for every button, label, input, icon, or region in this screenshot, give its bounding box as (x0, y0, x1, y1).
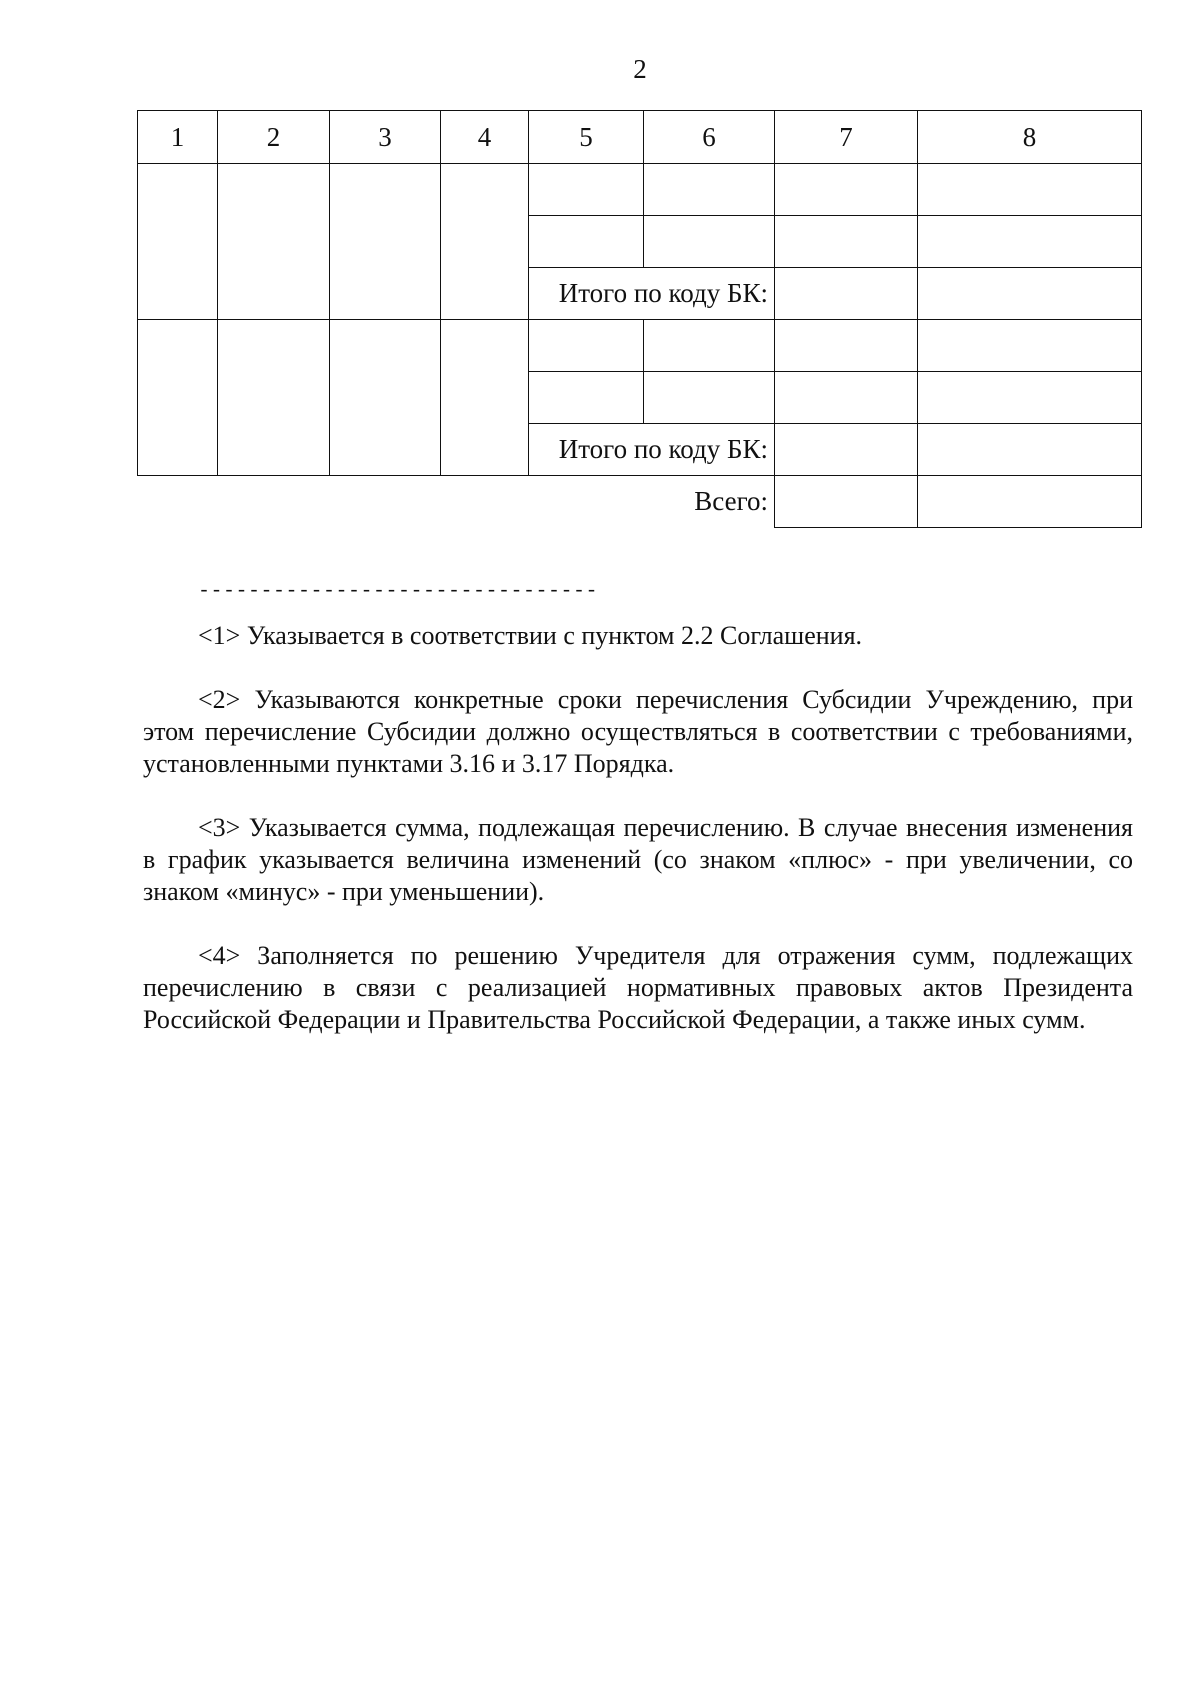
table-cell (775, 268, 918, 320)
table-row (138, 320, 1142, 372)
column-header: 3 (330, 111, 441, 164)
column-header: 4 (441, 111, 529, 164)
page-number: 2 (633, 54, 647, 84)
table-cell (918, 216, 1142, 268)
table-cell (918, 372, 1142, 424)
table-cell (775, 372, 918, 424)
column-header: 1 (138, 111, 218, 164)
table-cell (775, 476, 918, 528)
table-cell (918, 268, 1142, 320)
table-header-row (138, 111, 1142, 164)
table-cell (644, 164, 775, 216)
schedule-table (137, 110, 1142, 528)
table-cell (529, 164, 644, 216)
table-cell (138, 164, 218, 320)
footnote-separator: -------------------------------- (198, 580, 599, 603)
table-cell (529, 320, 644, 372)
column-header: 5 (529, 111, 644, 164)
footnote-4: <4> Заполняется по решению Учредителя для отражения сумм, подлежащих перечислению в связи с реализацией нормативных правовых актов Президента Российской Федерации и Правительства Российской Федерации, а также иных сумм. (143, 941, 1133, 1034)
column-header: 7 (775, 111, 918, 164)
footnote-1: <1> Указывается в соответствии с пунктом 2.2 Соглашения. (198, 621, 863, 650)
table-cell (644, 320, 775, 372)
table-cell (330, 320, 441, 476)
table-cell (529, 216, 644, 268)
total-label: Всего: (694, 486, 768, 517)
column-header: 6 (644, 111, 775, 164)
column-header: 8 (918, 111, 1142, 164)
total-row (138, 476, 1142, 528)
subtotal-label: Итого по коду БК: (529, 424, 775, 476)
table-cell (330, 164, 441, 320)
table-cell (138, 320, 218, 476)
table-cell (441, 164, 529, 320)
table-cell (775, 320, 918, 372)
table-row (138, 164, 1142, 216)
table-cell (644, 372, 775, 424)
subtotal-label: Итого по коду БК: (529, 268, 775, 320)
table-cell (918, 320, 1142, 372)
table-cell (441, 320, 529, 476)
table-cell (529, 372, 644, 424)
table-cell (775, 164, 918, 216)
footnote-2: <2> Указываются конкретные сроки перечисления Субсидии Учреждению, при этом перечисление Субсидии должно осуществляться в соответствии с требованиями, установленными пунктами 3.16 и 3.17 Порядка. (143, 685, 1133, 778)
table-cell (775, 424, 918, 476)
table-cell (918, 164, 1142, 216)
footnote-3: <3> Указывается сумма, подлежащая перечислению. В случае внесения изменения в график указывается величина изменений (со знаком «плюс» - при увеличении, со знаком «минус» - при уменьшении). (143, 813, 1133, 906)
table-cell (218, 320, 330, 476)
table-cell (918, 476, 1142, 528)
table-cell (775, 216, 918, 268)
table-cell (918, 424, 1142, 476)
footnotes (143, 620, 1133, 1036)
table-cell (218, 164, 330, 320)
column-header: 2 (218, 111, 330, 164)
table-cell (644, 216, 775, 268)
